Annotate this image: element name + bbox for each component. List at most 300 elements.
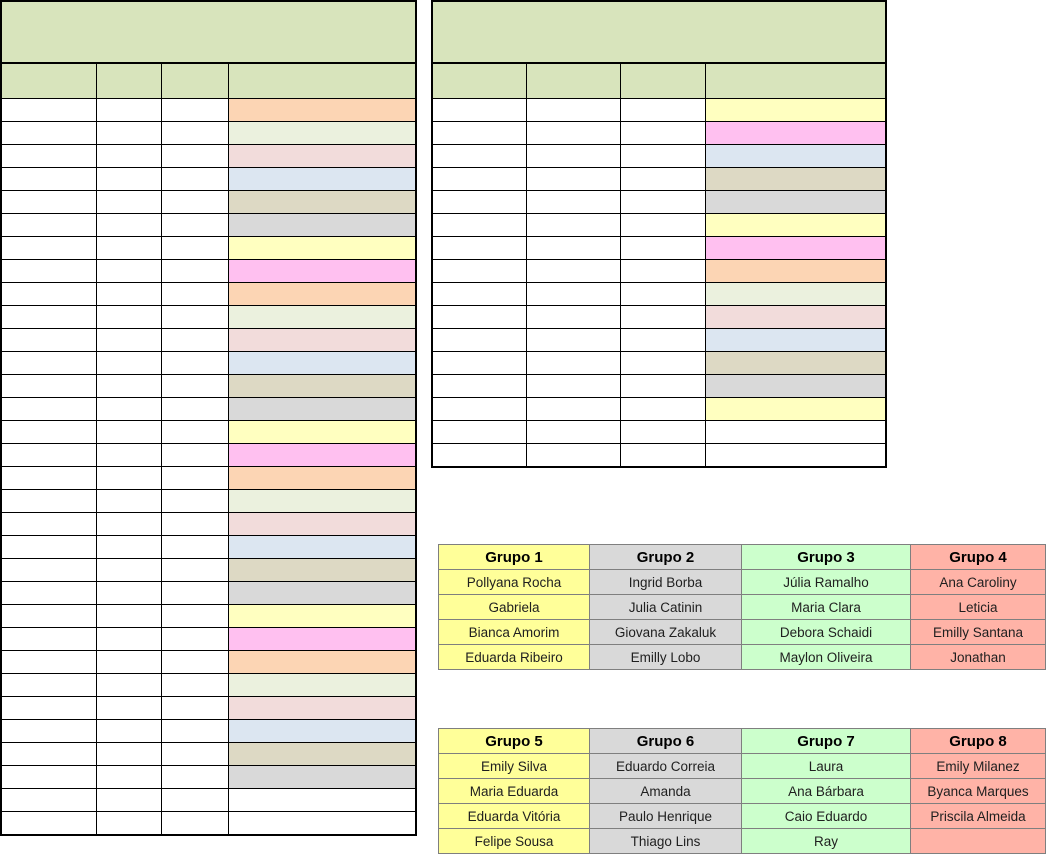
group-title: Grupo 6: [590, 729, 742, 754]
sheet-cell[interactable]: [96, 720, 161, 743]
group-member-name: Giovana Zakaluk: [590, 620, 742, 645]
sheet-cell[interactable]: [161, 697, 228, 720]
group-member-name: Gabriela: [439, 595, 590, 620]
sheet-cell[interactable]: [432, 283, 526, 306]
sheet-cell[interactable]: [161, 674, 228, 697]
sheet-cell[interactable]: [1, 352, 96, 375]
sheet-row: [432, 99, 886, 122]
sheet-row: [1, 559, 416, 582]
sheet-cell[interactable]: [96, 490, 161, 513]
sheet-cell[interactable]: [161, 329, 228, 352]
sheet-cell[interactable]: [1, 398, 96, 421]
sheet-row: [1, 766, 416, 789]
color-cell[interactable]: [228, 444, 416, 467]
sheet-cell[interactable]: [96, 789, 161, 812]
sheet-row: [432, 352, 886, 375]
sheet-cell[interactable]: [96, 398, 161, 421]
sheet-cell[interactable]: [161, 766, 228, 789]
sheet-cell[interactable]: [526, 168, 620, 191]
group-member-row: [439, 779, 1046, 804]
sheet-row: [1, 674, 416, 697]
sheet-cell[interactable]: [161, 628, 228, 651]
sheet-cell[interactable]: [1, 421, 96, 444]
sheet-cell[interactable]: [432, 191, 526, 214]
sheet-cell[interactable]: [96, 444, 161, 467]
color-cell[interactable]: [228, 122, 416, 145]
group-member-name: Thiago Lins: [590, 829, 742, 854]
group-member-name: Felipe Sousa: [439, 829, 590, 854]
sheet-cell[interactable]: [96, 536, 161, 559]
group-member-row: [439, 829, 1046, 854]
sheet-cell[interactable]: [1, 720, 96, 743]
color-cell[interactable]: [228, 766, 416, 789]
color-cell[interactable]: [705, 329, 886, 352]
sheet-row: [1, 743, 416, 766]
sheet-cell[interactable]: [161, 214, 228, 237]
sheet-header-cell[interactable]: [620, 63, 705, 99]
color-cell[interactable]: [705, 214, 886, 237]
sheet-cell[interactable]: [96, 168, 161, 191]
group-member-name: Bianca Amorim: [439, 620, 590, 645]
sheet-cell[interactable]: [161, 559, 228, 582]
groups-header-row: [439, 545, 1046, 570]
sheet-row: [1, 145, 416, 168]
sheet-row: [1, 444, 416, 467]
sheet-cell[interactable]: [432, 260, 526, 283]
color-cell[interactable]: [228, 329, 416, 352]
group-member-name: Maria Eduarda: [439, 779, 590, 804]
sheet-cell[interactable]: [1, 375, 96, 398]
sheet-row: [1, 490, 416, 513]
sheet-header-cell[interactable]: [161, 63, 228, 99]
sheet-cell[interactable]: [1, 237, 96, 260]
sheet-cell[interactable]: [161, 789, 228, 812]
sheet-row: [432, 398, 886, 421]
sheet-cell[interactable]: [526, 214, 620, 237]
sheet-cell[interactable]: [1, 697, 96, 720]
group-member-name: Pollyana Rocha: [439, 570, 590, 595]
group-member-name: Maria Clara: [742, 595, 911, 620]
color-cell[interactable]: [228, 628, 416, 651]
sheet-cell[interactable]: [620, 260, 705, 283]
color-cell[interactable]: [228, 559, 416, 582]
sheet-cell[interactable]: [526, 444, 620, 468]
color-cell[interactable]: [228, 145, 416, 168]
sheet-row: [1, 421, 416, 444]
sheet-cell[interactable]: [96, 513, 161, 536]
sheet-row: [432, 306, 886, 329]
sheet-title-cell[interactable]: [1, 1, 416, 63]
sheet-cell[interactable]: [161, 651, 228, 674]
sheet-cell[interactable]: [161, 490, 228, 513]
color-cell[interactable]: [228, 697, 416, 720]
sheet-cell[interactable]: [1, 168, 96, 191]
color-cell[interactable]: [228, 421, 416, 444]
sheet-row: [1, 467, 416, 490]
color-cell[interactable]: [705, 99, 886, 122]
sheet-cell[interactable]: [432, 398, 526, 421]
group-member-name: Emilly Lobo: [590, 645, 742, 670]
group-member-name: Emily Milanez: [911, 754, 1046, 779]
sheet-title-cell[interactable]: [432, 1, 886, 63]
sheet-header-cell[interactable]: [96, 63, 161, 99]
groups-table-1-4: [438, 544, 1046, 670]
sheet-cell[interactable]: [526, 145, 620, 168]
sheet-cell[interactable]: [1, 260, 96, 283]
sheet-cell[interactable]: [161, 743, 228, 766]
sheet-cell[interactable]: [96, 375, 161, 398]
group-title: Grupo 2: [590, 545, 742, 570]
sheet-cell[interactable]: [96, 352, 161, 375]
color-cell[interactable]: [228, 260, 416, 283]
sheet-cell[interactable]: [161, 306, 228, 329]
sheet-cell[interactable]: [96, 605, 161, 628]
color-cell[interactable]: [705, 283, 886, 306]
sheet-cell[interactable]: [161, 444, 228, 467]
sheet-row: [1, 352, 416, 375]
color-cell[interactable]: [228, 720, 416, 743]
group-member-name: Eduardo Correia: [590, 754, 742, 779]
color-cell[interactable]: [228, 743, 416, 766]
color-cell[interactable]: [705, 145, 886, 168]
sheet-row: [432, 122, 886, 145]
sheet-cell[interactable]: [620, 191, 705, 214]
sheet-row: [1, 375, 416, 398]
color-cell[interactable]: [705, 398, 886, 421]
group-member-row: [439, 754, 1046, 779]
group-member-row: [439, 645, 1046, 670]
sheet-cell[interactable]: [96, 674, 161, 697]
sheet-row: [432, 283, 886, 306]
sheet-row: [1, 812, 416, 836]
color-cell[interactable]: [228, 283, 416, 306]
sheet-header-cell[interactable]: [526, 63, 620, 99]
sheet-row: [1, 122, 416, 145]
sheet-cell[interactable]: [620, 237, 705, 260]
sheet-cell[interactable]: [526, 398, 620, 421]
color-cell[interactable]: [705, 375, 886, 398]
sheet-cell[interactable]: [96, 812, 161, 836]
sheet-cell[interactable]: [96, 145, 161, 168]
sheet-right-body: [432, 1, 886, 467]
color-cell[interactable]: [228, 99, 416, 122]
sheet-cell[interactable]: [432, 421, 526, 444]
color-cell[interactable]: [228, 306, 416, 329]
color-cell[interactable]: [705, 352, 886, 375]
sheet-cell[interactable]: [1, 743, 96, 766]
sheet-cell[interactable]: [96, 743, 161, 766]
color-cell[interactable]: [705, 260, 886, 283]
sheet-cell[interactable]: [1, 329, 96, 352]
group-member-row: [439, 570, 1046, 595]
sheet-cell[interactable]: [161, 237, 228, 260]
sheet-cell[interactable]: [620, 375, 705, 398]
sheet-cell[interactable]: [161, 145, 228, 168]
groups-table-5-8: [438, 728, 1046, 854]
sheet-cell[interactable]: [161, 421, 228, 444]
sheet-cell[interactable]: [1, 145, 96, 168]
sheet-row: [432, 444, 886, 468]
color-cell[interactable]: [705, 168, 886, 191]
sheet-cell[interactable]: [526, 421, 620, 444]
color-cell[interactable]: [228, 674, 416, 697]
color-cell[interactable]: [228, 651, 416, 674]
sheet-cell[interactable]: [96, 237, 161, 260]
group-member-name: Eduarda Ribeiro: [439, 645, 590, 670]
sheet-cell[interactable]: [161, 536, 228, 559]
sheet-cell[interactable]: [1, 122, 96, 145]
sheet-cell[interactable]: [526, 237, 620, 260]
sheet-cell[interactable]: [1, 191, 96, 214]
group-member-row: [439, 804, 1046, 829]
group-member-row: [439, 595, 1046, 620]
sheet-cell[interactable]: [620, 145, 705, 168]
group-member-name: Laura: [742, 754, 911, 779]
sheet-cell[interactable]: [526, 329, 620, 352]
color-cell[interactable]: [228, 191, 416, 214]
sheet-cell[interactable]: [161, 283, 228, 306]
sheet-cell[interactable]: [1, 766, 96, 789]
sheet-cell[interactable]: [432, 168, 526, 191]
group-member-name: Leticia: [911, 595, 1046, 620]
group-member-name: Ingrid Borba: [590, 570, 742, 595]
sheet-cell[interactable]: [526, 260, 620, 283]
sheet-cell[interactable]: [161, 352, 228, 375]
sheet-cell[interactable]: [96, 329, 161, 352]
color-cell[interactable]: [228, 812, 416, 836]
sheet-cell[interactable]: [96, 651, 161, 674]
sheet-row: [1, 605, 416, 628]
sheet-cell[interactable]: [96, 122, 161, 145]
color-cell[interactable]: [228, 536, 416, 559]
sheet-cell[interactable]: [620, 421, 705, 444]
sheet-cell[interactable]: [526, 352, 620, 375]
sheet-cell[interactable]: [432, 352, 526, 375]
sheet-cell[interactable]: [620, 168, 705, 191]
group-title: Grupo 5: [439, 729, 590, 754]
sheet-cell[interactable]: [432, 306, 526, 329]
sheet-cell[interactable]: [526, 375, 620, 398]
sheet-cell[interactable]: [432, 375, 526, 398]
group-title: Grupo 7: [742, 729, 911, 754]
group-member-name: Ray: [742, 829, 911, 854]
sheet-cell[interactable]: [161, 467, 228, 490]
color-cell[interactable]: [228, 168, 416, 191]
sheet-cell[interactable]: [161, 122, 228, 145]
sheet-cell[interactable]: [432, 444, 526, 468]
sheet-row: [1, 536, 416, 559]
sheet-row: [432, 237, 886, 260]
sheet-cell[interactable]: [432, 99, 526, 122]
sheet-cell[interactable]: [1, 306, 96, 329]
sheet-cell[interactable]: [1, 467, 96, 490]
sheet-cell[interactable]: [96, 467, 161, 490]
sheet-cell[interactable]: [432, 237, 526, 260]
sheet-cell[interactable]: [432, 214, 526, 237]
sheet-row: [432, 421, 886, 444]
sheet-cell[interactable]: [1, 582, 96, 605]
sheet-cell[interactable]: [526, 99, 620, 122]
sheet-row: [1, 260, 416, 283]
sheet-cell[interactable]: [96, 214, 161, 237]
group-member-name: Paulo Henrique: [590, 804, 742, 829]
sheet-cell[interactable]: [96, 628, 161, 651]
group-member-name: Julia Catinin: [590, 595, 742, 620]
sheet-cell[interactable]: [620, 283, 705, 306]
sheet-cell[interactable]: [1, 628, 96, 651]
sheet-row: [1, 651, 416, 674]
color-cell[interactable]: [228, 214, 416, 237]
sheet-cell[interactable]: [161, 812, 228, 836]
sheet-cell[interactable]: [161, 375, 228, 398]
sheet-cell[interactable]: [96, 766, 161, 789]
sheet-row: [432, 214, 886, 237]
sheet-cell[interactable]: [1, 536, 96, 559]
sheet-cell[interactable]: [526, 306, 620, 329]
schedule-sheet-right: [431, 0, 887, 468]
sheet-row: [1, 582, 416, 605]
sheet-cell[interactable]: [1, 444, 96, 467]
sheet-row: [1, 398, 416, 421]
color-cell[interactable]: [228, 490, 416, 513]
sheet-header-cell[interactable]: [228, 63, 416, 99]
sheet-cell[interactable]: [161, 582, 228, 605]
color-cell[interactable]: [228, 375, 416, 398]
sheet-cell[interactable]: [432, 122, 526, 145]
sheet-row: [432, 260, 886, 283]
sheet-cell[interactable]: [1, 789, 96, 812]
sheet-cell[interactable]: [96, 260, 161, 283]
sheet-row: [1, 513, 416, 536]
sheet-cell[interactable]: [96, 283, 161, 306]
color-cell[interactable]: [705, 444, 886, 468]
sheet-cell[interactable]: [96, 99, 161, 122]
sheet-cell[interactable]: [96, 421, 161, 444]
groups-header-row: [439, 729, 1046, 754]
sheet-cell[interactable]: [161, 513, 228, 536]
color-cell[interactable]: [228, 789, 416, 812]
schedule-sheet-left: [0, 0, 417, 836]
groups-body: [439, 570, 1046, 670]
sheet-header-cell[interactable]: [432, 63, 526, 99]
sheet-cell[interactable]: [620, 398, 705, 421]
color-cell[interactable]: [228, 237, 416, 260]
sheet-cell[interactable]: [620, 444, 705, 468]
sheet-header-cell[interactable]: [1, 63, 96, 99]
sheet-header-cell[interactable]: [705, 63, 886, 99]
sheet-cell[interactable]: [620, 99, 705, 122]
sheet-cell[interactable]: [1, 214, 96, 237]
group-title: Grupo 3: [742, 545, 911, 570]
sheet-cell[interactable]: [620, 352, 705, 375]
group-member-row: [439, 620, 1046, 645]
sheet-row: [432, 145, 886, 168]
sheet-row: [432, 168, 886, 191]
group-member-name: Emily Silva: [439, 754, 590, 779]
sheet-cell[interactable]: [1, 513, 96, 536]
color-cell[interactable]: [228, 582, 416, 605]
group-member-name: Jonathan: [911, 645, 1046, 670]
sheet-row: [432, 329, 886, 352]
sheet-row: [432, 191, 886, 214]
groups-body: [439, 754, 1046, 854]
color-cell[interactable]: [705, 237, 886, 260]
sheet-cell[interactable]: [161, 168, 228, 191]
group-member-name: Ana Bárbara: [742, 779, 911, 804]
sheet-cell[interactable]: [620, 122, 705, 145]
sheet-cell[interactable]: [161, 398, 228, 421]
group-member-name: Priscila Almeida: [911, 804, 1046, 829]
sheet-row: [1, 306, 416, 329]
sheet-cell[interactable]: [620, 306, 705, 329]
sheet-row: [1, 628, 416, 651]
sheet-cell[interactable]: [96, 306, 161, 329]
sheet-cell[interactable]: [1, 283, 96, 306]
sheet-row: [1, 191, 416, 214]
group-member-name: Debora Schaidi: [742, 620, 911, 645]
group-member-name: Júlia Ramalho: [742, 570, 911, 595]
color-cell[interactable]: [705, 421, 886, 444]
sheet-cell[interactable]: [1, 559, 96, 582]
sheet-cell[interactable]: [526, 122, 620, 145]
group-member-name: Maylon Oliveira: [742, 645, 911, 670]
sheet-cell[interactable]: [1, 605, 96, 628]
sheet-row: [432, 375, 886, 398]
group-member-name: Emilly Santana: [911, 620, 1046, 645]
color-cell[interactable]: [228, 352, 416, 375]
sheet-cell[interactable]: [526, 191, 620, 214]
color-cell[interactable]: [705, 191, 886, 214]
sheet-row: [1, 283, 416, 306]
group-member-name: Byanca Marques: [911, 779, 1046, 804]
sheet-row: [1, 697, 416, 720]
sheet-row: [1, 214, 416, 237]
sheet-cell[interactable]: [1, 651, 96, 674]
sheet-row: [1, 720, 416, 743]
sheet-cell[interactable]: [96, 697, 161, 720]
sheet-cell[interactable]: [161, 605, 228, 628]
sheet-cell[interactable]: [96, 559, 161, 582]
sheet-cell[interactable]: [1, 674, 96, 697]
sheet-cell[interactable]: [526, 283, 620, 306]
color-cell[interactable]: [705, 122, 886, 145]
group-title: Grupo 4: [911, 545, 1046, 570]
sheet-cell[interactable]: [161, 260, 228, 283]
group-member-name: [911, 829, 1046, 854]
sheet-row: [1, 168, 416, 191]
sheet-cell[interactable]: [161, 720, 228, 743]
color-cell[interactable]: [228, 605, 416, 628]
sheet-cell[interactable]: [432, 329, 526, 352]
sheet-cell[interactable]: [96, 582, 161, 605]
sheet-cell[interactable]: [620, 329, 705, 352]
sheet-cell[interactable]: [1, 99, 96, 122]
color-cell[interactable]: [705, 306, 886, 329]
sheet-cell[interactable]: [161, 99, 228, 122]
sheet-cell[interactable]: [1, 490, 96, 513]
color-cell[interactable]: [228, 467, 416, 490]
color-cell[interactable]: [228, 398, 416, 421]
sheet-row: [1, 789, 416, 812]
sheet-cell[interactable]: [620, 214, 705, 237]
sheet-cell[interactable]: [96, 191, 161, 214]
sheet-left-body: [1, 1, 416, 835]
sheet-cell[interactable]: [432, 145, 526, 168]
sheet-cell[interactable]: [1, 812, 96, 836]
sheet-cell[interactable]: [161, 191, 228, 214]
sheet-row: [1, 329, 416, 352]
color-cell[interactable]: [228, 513, 416, 536]
